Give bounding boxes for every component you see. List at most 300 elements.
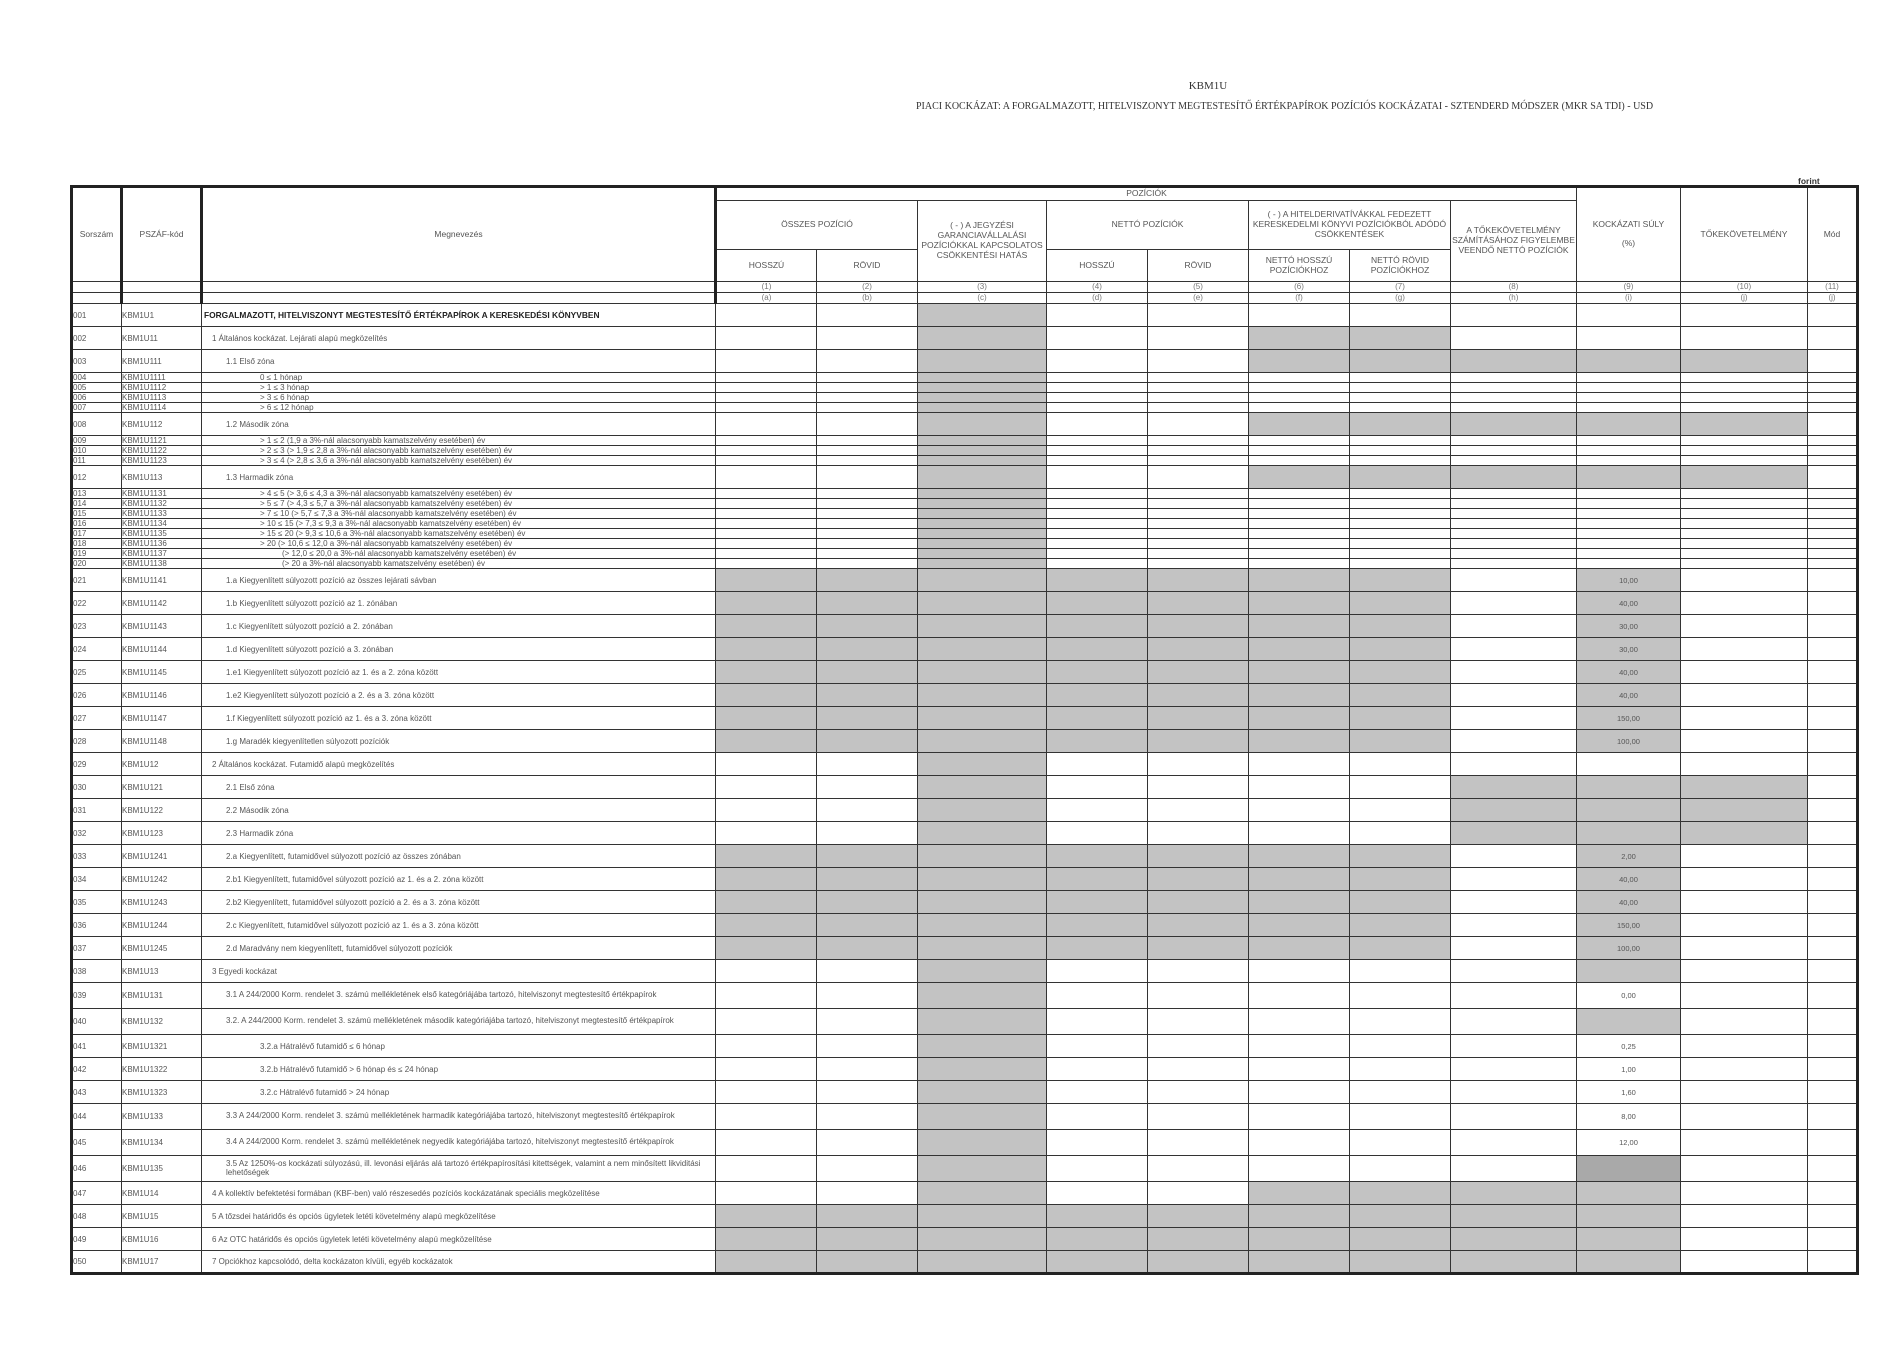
value-cell-d[interactable] xyxy=(1047,499,1148,509)
value-cell-j[interactable] xyxy=(1681,403,1808,413)
value-cell-j[interactable] xyxy=(1681,1156,1808,1182)
value-cell-g[interactable] xyxy=(1350,373,1451,383)
value-cell-d[interactable] xyxy=(1047,1130,1148,1156)
value-cell-b[interactable] xyxy=(817,489,918,499)
value-cell-j[interactable] xyxy=(1681,983,1808,1009)
value-cell-g[interactable] xyxy=(1350,1081,1451,1104)
value-cell-g[interactable] xyxy=(1350,983,1451,1009)
risk-weight-cell[interactable] xyxy=(1577,539,1681,549)
value-cell-h[interactable] xyxy=(1451,499,1577,509)
value-cell-k[interactable] xyxy=(1808,403,1858,413)
value-cell-h[interactable] xyxy=(1451,753,1577,776)
value-cell-h[interactable] xyxy=(1451,456,1577,466)
value-cell-a[interactable] xyxy=(716,509,817,519)
value-cell-e[interactable] xyxy=(1148,1009,1249,1035)
risk-weight-cell[interactable]: 0,25 xyxy=(1577,1035,1681,1058)
value-cell-f[interactable] xyxy=(1249,403,1350,413)
value-cell-h[interactable] xyxy=(1451,638,1577,661)
value-cell-h[interactable] xyxy=(1451,509,1577,519)
value-cell-j[interactable] xyxy=(1681,937,1808,960)
value-cell-j[interactable] xyxy=(1681,592,1808,615)
value-cell-g[interactable] xyxy=(1350,529,1451,539)
value-cell-d[interactable] xyxy=(1047,776,1148,799)
value-cell-k[interactable] xyxy=(1808,1182,1858,1205)
value-cell-b[interactable] xyxy=(817,1130,918,1156)
value-cell-j[interactable] xyxy=(1681,1228,1808,1251)
value-cell-e[interactable] xyxy=(1148,549,1249,559)
value-cell-h[interactable] xyxy=(1451,615,1577,638)
value-cell-d[interactable] xyxy=(1047,1058,1148,1081)
value-cell-j[interactable] xyxy=(1681,730,1808,753)
value-cell-j[interactable] xyxy=(1681,539,1808,549)
value-cell-g[interactable] xyxy=(1350,559,1451,569)
value-cell-j[interactable] xyxy=(1681,519,1808,529)
value-cell-a[interactable] xyxy=(716,1130,817,1156)
value-cell-h[interactable] xyxy=(1451,529,1577,539)
value-cell-d[interactable] xyxy=(1047,960,1148,983)
value-cell-b[interactable] xyxy=(817,509,918,519)
value-cell-e[interactable] xyxy=(1148,446,1249,456)
value-cell-e[interactable] xyxy=(1148,373,1249,383)
value-cell-k[interactable] xyxy=(1808,373,1858,383)
value-cell-j[interactable] xyxy=(1681,446,1808,456)
value-cell-e[interactable] xyxy=(1148,403,1249,413)
value-cell-e[interactable] xyxy=(1148,753,1249,776)
value-cell-k[interactable] xyxy=(1808,436,1858,446)
value-cell-d[interactable] xyxy=(1047,446,1148,456)
value-cell-k[interactable] xyxy=(1808,822,1858,845)
value-cell-b[interactable] xyxy=(817,776,918,799)
value-cell-a[interactable] xyxy=(716,960,817,983)
risk-weight-cell[interactable] xyxy=(1577,373,1681,383)
value-cell-k[interactable] xyxy=(1808,983,1858,1009)
value-cell-f[interactable] xyxy=(1249,383,1350,393)
value-cell-f[interactable] xyxy=(1249,776,1350,799)
value-cell-j[interactable] xyxy=(1681,914,1808,937)
value-cell-k[interactable] xyxy=(1808,1081,1858,1104)
value-cell-e[interactable] xyxy=(1148,489,1249,499)
value-cell-d[interactable] xyxy=(1047,1035,1148,1058)
value-cell-j[interactable] xyxy=(1681,373,1808,383)
value-cell-e[interactable] xyxy=(1148,1058,1249,1081)
value-cell-f[interactable] xyxy=(1249,519,1350,529)
value-cell-b[interactable] xyxy=(817,1104,918,1130)
value-cell-a[interactable] xyxy=(716,373,817,383)
value-cell-k[interactable] xyxy=(1808,549,1858,559)
value-cell-a[interactable] xyxy=(716,1058,817,1081)
value-cell-e[interactable] xyxy=(1148,436,1249,446)
value-cell-a[interactable] xyxy=(716,519,817,529)
value-cell-j[interactable] xyxy=(1681,1035,1808,1058)
value-cell-d[interactable] xyxy=(1047,983,1148,1009)
value-cell-f[interactable] xyxy=(1249,753,1350,776)
value-cell-d[interactable] xyxy=(1047,466,1148,489)
risk-weight-cell[interactable] xyxy=(1577,383,1681,393)
value-cell-b[interactable] xyxy=(817,822,918,845)
value-cell-h[interactable] xyxy=(1451,1035,1577,1058)
value-cell-e[interactable] xyxy=(1148,529,1249,539)
value-cell-e[interactable] xyxy=(1148,519,1249,529)
value-cell-k[interactable] xyxy=(1808,1205,1858,1228)
value-cell-b[interactable] xyxy=(817,983,918,1009)
value-cell-k[interactable] xyxy=(1808,937,1858,960)
value-cell-g[interactable] xyxy=(1350,1035,1451,1058)
value-cell-d[interactable] xyxy=(1047,436,1148,446)
value-cell-k[interactable] xyxy=(1808,456,1858,466)
value-cell-b[interactable] xyxy=(817,1182,918,1205)
value-cell-f[interactable] xyxy=(1249,1130,1350,1156)
value-cell-e[interactable] xyxy=(1148,1035,1249,1058)
value-cell-a[interactable] xyxy=(716,529,817,539)
value-cell-j[interactable] xyxy=(1681,489,1808,499)
value-cell-f[interactable] xyxy=(1249,393,1350,403)
value-cell-g[interactable] xyxy=(1350,1156,1451,1182)
risk-weight-cell[interactable]: 12,00 xyxy=(1577,1130,1681,1156)
value-cell-g[interactable] xyxy=(1350,509,1451,519)
value-cell-h[interactable] xyxy=(1451,592,1577,615)
value-cell-e[interactable] xyxy=(1148,383,1249,393)
value-cell-f[interactable] xyxy=(1249,1009,1350,1035)
value-cell-a[interactable] xyxy=(716,446,817,456)
value-cell-h[interactable] xyxy=(1451,559,1577,569)
value-cell-f[interactable] xyxy=(1249,509,1350,519)
value-cell-h[interactable] xyxy=(1451,1156,1577,1182)
value-cell-h[interactable] xyxy=(1451,983,1577,1009)
value-cell-e[interactable] xyxy=(1148,983,1249,1009)
value-cell-e[interactable] xyxy=(1148,509,1249,519)
risk-weight-cell[interactable] xyxy=(1577,549,1681,559)
value-cell-a[interactable] xyxy=(716,304,817,327)
value-cell-f[interactable] xyxy=(1249,960,1350,983)
risk-weight-cell[interactable]: 1,60 xyxy=(1577,1081,1681,1104)
value-cell-j[interactable] xyxy=(1681,499,1808,509)
risk-weight-cell[interactable] xyxy=(1577,489,1681,499)
value-cell-h[interactable] xyxy=(1451,1058,1577,1081)
value-cell-f[interactable] xyxy=(1249,1035,1350,1058)
value-cell-j[interactable] xyxy=(1681,1081,1808,1104)
value-cell-j[interactable] xyxy=(1681,638,1808,661)
value-cell-d[interactable] xyxy=(1047,799,1148,822)
value-cell-b[interactable] xyxy=(817,304,918,327)
value-cell-h[interactable] xyxy=(1451,436,1577,446)
value-cell-h[interactable] xyxy=(1451,1081,1577,1104)
value-cell-a[interactable] xyxy=(716,499,817,509)
value-cell-a[interactable] xyxy=(716,776,817,799)
value-cell-d[interactable] xyxy=(1047,489,1148,499)
value-cell-g[interactable] xyxy=(1350,822,1451,845)
value-cell-d[interactable] xyxy=(1047,549,1148,559)
value-cell-j[interactable] xyxy=(1681,615,1808,638)
value-cell-j[interactable] xyxy=(1681,383,1808,393)
value-cell-d[interactable] xyxy=(1047,539,1148,549)
value-cell-g[interactable] xyxy=(1350,1104,1451,1130)
value-cell-a[interactable] xyxy=(716,383,817,393)
value-cell-j[interactable] xyxy=(1681,960,1808,983)
value-cell-g[interactable] xyxy=(1350,753,1451,776)
value-cell-j[interactable] xyxy=(1681,569,1808,592)
value-cell-a[interactable] xyxy=(716,549,817,559)
value-cell-a[interactable] xyxy=(716,403,817,413)
value-cell-d[interactable] xyxy=(1047,529,1148,539)
value-cell-d[interactable] xyxy=(1047,393,1148,403)
value-cell-k[interactable] xyxy=(1808,891,1858,914)
value-cell-e[interactable] xyxy=(1148,466,1249,489)
value-cell-j[interactable] xyxy=(1681,1182,1808,1205)
value-cell-j[interactable] xyxy=(1681,456,1808,466)
value-cell-f[interactable] xyxy=(1249,559,1350,569)
value-cell-a[interactable] xyxy=(716,1104,817,1130)
value-cell-k[interactable] xyxy=(1808,615,1858,638)
risk-weight-cell[interactable]: 1,00 xyxy=(1577,1058,1681,1081)
value-cell-a[interactable] xyxy=(716,436,817,446)
value-cell-d[interactable] xyxy=(1047,403,1148,413)
value-cell-e[interactable] xyxy=(1148,350,1249,373)
risk-weight-cell[interactable] xyxy=(1577,327,1681,350)
value-cell-h[interactable] xyxy=(1451,327,1577,350)
value-cell-k[interactable] xyxy=(1808,730,1858,753)
value-cell-d[interactable] xyxy=(1047,1104,1148,1130)
value-cell-b[interactable] xyxy=(817,446,918,456)
value-cell-b[interactable] xyxy=(817,436,918,446)
value-cell-j[interactable] xyxy=(1681,661,1808,684)
risk-weight-cell[interactable]: 0,00 xyxy=(1577,983,1681,1009)
value-cell-b[interactable] xyxy=(817,403,918,413)
value-cell-g[interactable] xyxy=(1350,539,1451,549)
value-cell-k[interactable] xyxy=(1808,1156,1858,1182)
value-cell-f[interactable] xyxy=(1249,436,1350,446)
value-cell-d[interactable] xyxy=(1047,1182,1148,1205)
value-cell-a[interactable] xyxy=(716,822,817,845)
value-cell-h[interactable] xyxy=(1451,403,1577,413)
value-cell-f[interactable] xyxy=(1249,799,1350,822)
value-cell-h[interactable] xyxy=(1451,1104,1577,1130)
value-cell-h[interactable] xyxy=(1451,549,1577,559)
value-cell-f[interactable] xyxy=(1249,1081,1350,1104)
value-cell-a[interactable] xyxy=(716,1035,817,1058)
value-cell-b[interactable] xyxy=(817,753,918,776)
value-cell-d[interactable] xyxy=(1047,509,1148,519)
value-cell-f[interactable] xyxy=(1249,489,1350,499)
value-cell-h[interactable] xyxy=(1451,304,1577,327)
value-cell-g[interactable] xyxy=(1350,1009,1451,1035)
value-cell-h[interactable] xyxy=(1451,446,1577,456)
value-cell-a[interactable] xyxy=(716,1182,817,1205)
value-cell-h[interactable] xyxy=(1451,383,1577,393)
value-cell-e[interactable] xyxy=(1148,1130,1249,1156)
value-cell-a[interactable] xyxy=(716,1009,817,1035)
value-cell-b[interactable] xyxy=(817,1058,918,1081)
value-cell-f[interactable] xyxy=(1249,549,1350,559)
value-cell-j[interactable] xyxy=(1681,684,1808,707)
value-cell-h[interactable] xyxy=(1451,539,1577,549)
risk-weight-cell[interactable] xyxy=(1577,456,1681,466)
value-cell-d[interactable] xyxy=(1047,822,1148,845)
value-cell-h[interactable] xyxy=(1451,489,1577,499)
value-cell-k[interactable] xyxy=(1808,707,1858,730)
value-cell-k[interactable] xyxy=(1808,1009,1858,1035)
value-cell-g[interactable] xyxy=(1350,1058,1451,1081)
value-cell-k[interactable] xyxy=(1808,539,1858,549)
value-cell-k[interactable] xyxy=(1808,519,1858,529)
value-cell-j[interactable] xyxy=(1681,393,1808,403)
value-cell-e[interactable] xyxy=(1148,960,1249,983)
value-cell-d[interactable] xyxy=(1047,1156,1148,1182)
value-cell-h[interactable] xyxy=(1451,891,1577,914)
value-cell-d[interactable] xyxy=(1047,519,1148,529)
value-cell-d[interactable] xyxy=(1047,1009,1148,1035)
value-cell-e[interactable] xyxy=(1148,1081,1249,1104)
value-cell-k[interactable] xyxy=(1808,569,1858,592)
risk-weight-cell[interactable] xyxy=(1577,499,1681,509)
value-cell-a[interactable] xyxy=(716,753,817,776)
value-cell-k[interactable] xyxy=(1808,529,1858,539)
value-cell-k[interactable] xyxy=(1808,304,1858,327)
value-cell-a[interactable] xyxy=(716,393,817,403)
value-cell-b[interactable] xyxy=(817,456,918,466)
risk-weight-cell[interactable] xyxy=(1577,529,1681,539)
value-cell-k[interactable] xyxy=(1808,327,1858,350)
value-cell-k[interactable] xyxy=(1808,1058,1858,1081)
value-cell-h[interactable] xyxy=(1451,1130,1577,1156)
value-cell-h[interactable] xyxy=(1451,519,1577,529)
value-cell-j[interactable] xyxy=(1681,1009,1808,1035)
value-cell-g[interactable] xyxy=(1350,489,1451,499)
value-cell-j[interactable] xyxy=(1681,1130,1808,1156)
value-cell-d[interactable] xyxy=(1047,304,1148,327)
value-cell-g[interactable] xyxy=(1350,436,1451,446)
value-cell-h[interactable] xyxy=(1451,707,1577,730)
value-cell-b[interactable] xyxy=(817,1156,918,1182)
value-cell-k[interactable] xyxy=(1808,350,1858,373)
value-cell-k[interactable] xyxy=(1808,413,1858,436)
value-cell-g[interactable] xyxy=(1350,304,1451,327)
value-cell-h[interactable] xyxy=(1451,730,1577,753)
value-cell-f[interactable] xyxy=(1249,1156,1350,1182)
value-cell-j[interactable] xyxy=(1681,304,1808,327)
value-cell-e[interactable] xyxy=(1148,799,1249,822)
value-cell-d[interactable] xyxy=(1047,327,1148,350)
value-cell-e[interactable] xyxy=(1148,456,1249,466)
value-cell-k[interactable] xyxy=(1808,592,1858,615)
risk-weight-cell[interactable]: 8,00 xyxy=(1577,1104,1681,1130)
value-cell-a[interactable] xyxy=(716,1081,817,1104)
value-cell-d[interactable] xyxy=(1047,1081,1148,1104)
value-cell-e[interactable] xyxy=(1148,559,1249,569)
value-cell-e[interactable] xyxy=(1148,413,1249,436)
value-cell-k[interactable] xyxy=(1808,383,1858,393)
value-cell-k[interactable] xyxy=(1808,393,1858,403)
value-cell-j[interactable] xyxy=(1681,845,1808,868)
value-cell-d[interactable] xyxy=(1047,456,1148,466)
value-cell-j[interactable] xyxy=(1681,868,1808,891)
value-cell-k[interactable] xyxy=(1808,684,1858,707)
value-cell-j[interactable] xyxy=(1681,549,1808,559)
value-cell-a[interactable] xyxy=(716,799,817,822)
value-cell-b[interactable] xyxy=(817,350,918,373)
value-cell-b[interactable] xyxy=(817,383,918,393)
value-cell-k[interactable] xyxy=(1808,1035,1858,1058)
value-cell-f[interactable] xyxy=(1249,499,1350,509)
risk-weight-cell[interactable] xyxy=(1577,436,1681,446)
value-cell-h[interactable] xyxy=(1451,661,1577,684)
value-cell-f[interactable] xyxy=(1249,1058,1350,1081)
value-cell-b[interactable] xyxy=(817,393,918,403)
value-cell-d[interactable] xyxy=(1047,413,1148,436)
value-cell-d[interactable] xyxy=(1047,559,1148,569)
value-cell-b[interactable] xyxy=(817,1081,918,1104)
value-cell-k[interactable] xyxy=(1808,661,1858,684)
value-cell-j[interactable] xyxy=(1681,1251,1808,1274)
value-cell-j[interactable] xyxy=(1681,753,1808,776)
value-cell-k[interactable] xyxy=(1808,868,1858,891)
value-cell-h[interactable] xyxy=(1451,1009,1577,1035)
value-cell-j[interactable] xyxy=(1681,327,1808,350)
risk-weight-cell[interactable] xyxy=(1577,304,1681,327)
value-cell-h[interactable] xyxy=(1451,684,1577,707)
value-cell-d[interactable] xyxy=(1047,383,1148,393)
value-cell-g[interactable] xyxy=(1350,499,1451,509)
value-cell-g[interactable] xyxy=(1350,549,1451,559)
value-cell-a[interactable] xyxy=(716,327,817,350)
value-cell-a[interactable] xyxy=(716,456,817,466)
value-cell-g[interactable] xyxy=(1350,383,1451,393)
value-cell-f[interactable] xyxy=(1249,822,1350,845)
value-cell-k[interactable] xyxy=(1808,466,1858,489)
value-cell-j[interactable] xyxy=(1681,1205,1808,1228)
value-cell-b[interactable] xyxy=(817,559,918,569)
value-cell-j[interactable] xyxy=(1681,1104,1808,1130)
value-cell-e[interactable] xyxy=(1148,822,1249,845)
value-cell-b[interactable] xyxy=(817,1009,918,1035)
value-cell-h[interactable] xyxy=(1451,393,1577,403)
value-cell-j[interactable] xyxy=(1681,707,1808,730)
value-cell-b[interactable] xyxy=(817,1035,918,1058)
value-cell-d[interactable] xyxy=(1047,753,1148,776)
value-cell-f[interactable] xyxy=(1249,529,1350,539)
value-cell-k[interactable] xyxy=(1808,1228,1858,1251)
value-cell-b[interactable] xyxy=(817,373,918,383)
value-cell-k[interactable] xyxy=(1808,509,1858,519)
value-cell-j[interactable] xyxy=(1681,559,1808,569)
risk-weight-cell[interactable] xyxy=(1577,446,1681,456)
value-cell-b[interactable] xyxy=(817,413,918,436)
value-cell-h[interactable] xyxy=(1451,569,1577,592)
value-cell-a[interactable] xyxy=(716,559,817,569)
value-cell-e[interactable] xyxy=(1148,327,1249,350)
value-cell-j[interactable] xyxy=(1681,1058,1808,1081)
value-cell-j[interactable] xyxy=(1681,436,1808,446)
value-cell-a[interactable] xyxy=(716,1156,817,1182)
value-cell-k[interactable] xyxy=(1808,1130,1858,1156)
value-cell-g[interactable] xyxy=(1350,960,1451,983)
value-cell-g[interactable] xyxy=(1350,393,1451,403)
value-cell-k[interactable] xyxy=(1808,799,1858,822)
value-cell-a[interactable] xyxy=(716,489,817,499)
risk-weight-cell[interactable] xyxy=(1577,393,1681,403)
value-cell-d[interactable] xyxy=(1047,350,1148,373)
value-cell-j[interactable] xyxy=(1681,891,1808,914)
value-cell-k[interactable] xyxy=(1808,1251,1858,1274)
risk-weight-cell[interactable] xyxy=(1577,753,1681,776)
value-cell-k[interactable] xyxy=(1808,1104,1858,1130)
value-cell-g[interactable] xyxy=(1350,456,1451,466)
value-cell-h[interactable] xyxy=(1451,868,1577,891)
risk-weight-cell[interactable] xyxy=(1577,403,1681,413)
risk-weight-cell[interactable] xyxy=(1577,519,1681,529)
value-cell-h[interactable] xyxy=(1451,937,1577,960)
value-cell-e[interactable] xyxy=(1148,539,1249,549)
value-cell-b[interactable] xyxy=(817,519,918,529)
